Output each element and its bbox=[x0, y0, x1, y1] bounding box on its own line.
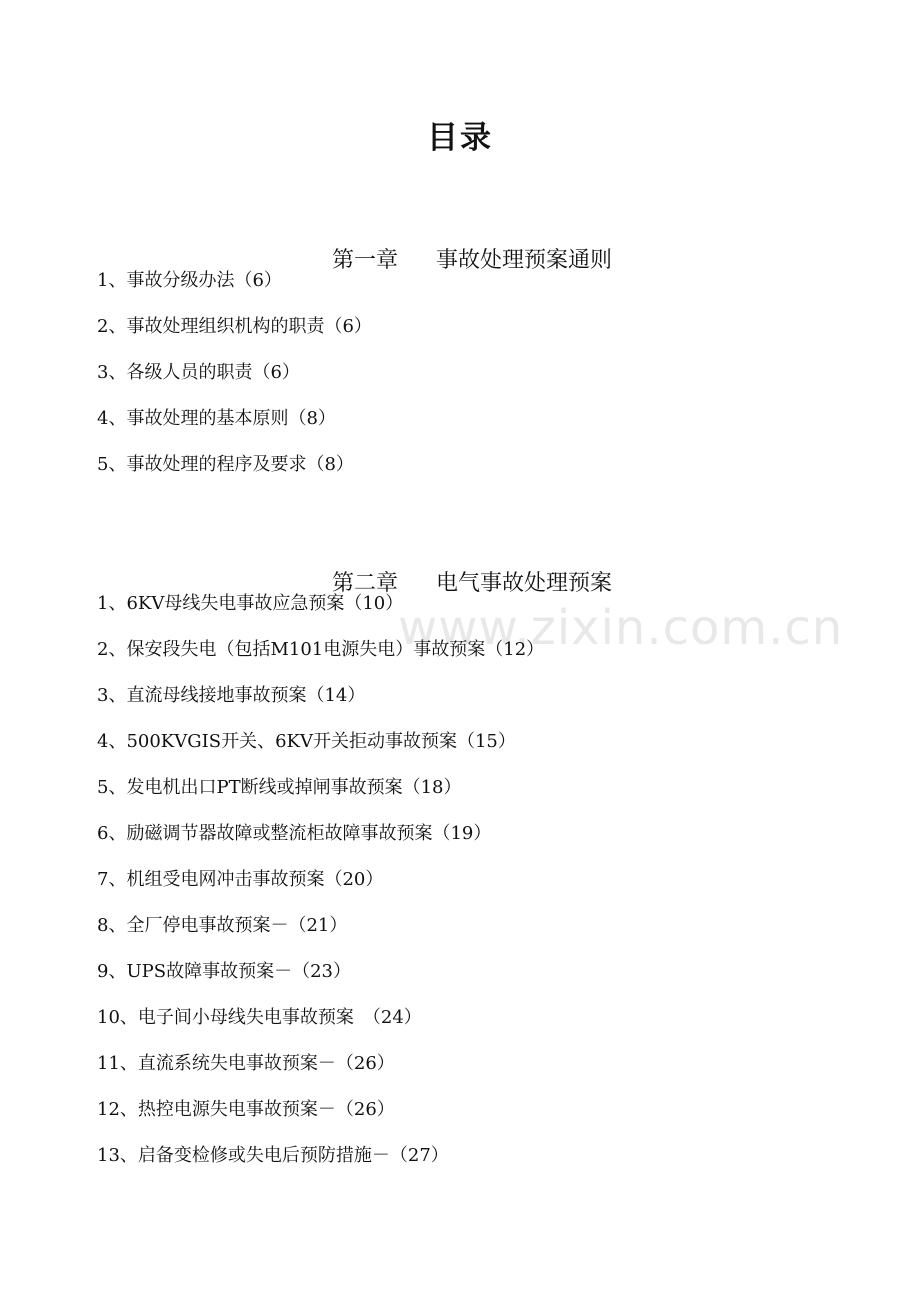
chapter-1-number: 第一章 bbox=[331, 248, 398, 273]
chapter-2-toc-list bbox=[97, 581, 544, 1179]
toc-item[interactable]: 4、500KVGIS开关、6KV开关拒动事故预案（15） bbox=[97, 731, 516, 752]
toc-item[interactable]: 2、保安段失电（包括M101电源失电）事故预案（12） bbox=[97, 639, 545, 660]
toc-item[interactable]: 1、事故分级办法（6） bbox=[97, 270, 282, 291]
toc-item[interactable]: 7、机组受电网冲击事故预案（20） bbox=[97, 869, 384, 890]
chapter-2-name: 电气事故处理预案 bbox=[436, 571, 613, 596]
toc-item[interactable]: 13、启备变检修或失电后预防措施－（27） bbox=[97, 1145, 449, 1166]
watermark: www.zixin.com.cn bbox=[398, 600, 844, 656]
toc-item[interactable]: 4、事故处理的基本原则（8） bbox=[97, 408, 336, 429]
toc-item[interactable]: 6、励磁调节器故障或整流柜故障事故预案（19） bbox=[97, 823, 492, 844]
toc-item[interactable]: 9、UPS故障事故预案－（23） bbox=[97, 961, 351, 982]
toc-item[interactable]: 1、6KV母线失电事故应急预案（10） bbox=[97, 593, 404, 614]
chapter-2-number: 第二章 bbox=[331, 571, 398, 596]
toc-item[interactable]: 2、事故处理组织机构的职责（6） bbox=[97, 316, 372, 337]
toc-item[interactable]: 5、发电机出口PT断线或掉闸事故预案（18） bbox=[97, 777, 462, 798]
toc-item[interactable]: 12、热控电源失电事故预案－（26） bbox=[97, 1099, 395, 1120]
chapter-1-name: 事故处理预案通则 bbox=[436, 248, 613, 273]
toc-item[interactable]: 3、各级人员的职责（6） bbox=[97, 362, 300, 383]
chapter-1-toc-list bbox=[97, 258, 372, 488]
toc-item[interactable]: 8、全厂停电事故预案－（21） bbox=[97, 915, 348, 936]
toc-item[interactable]: 3、直流母线接地事故预案（14） bbox=[97, 685, 366, 706]
toc-item[interactable]: 10、电子间小母线失电事故预案 （24） bbox=[97, 1007, 422, 1028]
toc-item[interactable]: 11、直流系统失电事故预案－（26） bbox=[97, 1053, 395, 1074]
toc-item[interactable]: 5、事故处理的程序及要求（8） bbox=[97, 454, 354, 475]
toc-title: 目录 bbox=[427, 120, 493, 156]
